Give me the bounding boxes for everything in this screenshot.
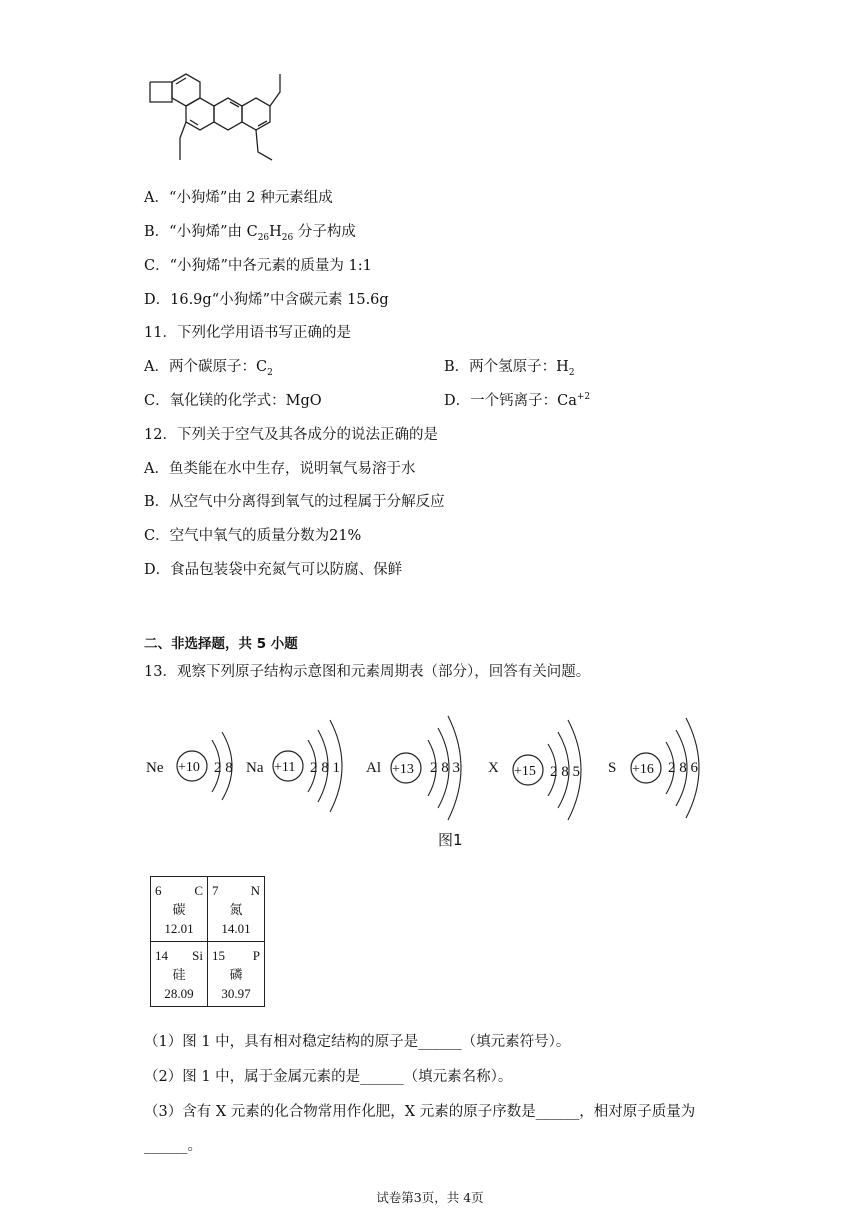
element-number: 14: [155, 948, 168, 963]
atom-nucleus-x: +15: [514, 764, 536, 779]
q10-option-d: D．16.9g“小狗烯”中含碳元素 15.6g: [144, 292, 389, 308]
q11-option-a-text: A．两个碳原子：C: [144, 359, 268, 375]
q12-option-b: B．从空气中分离得到氧气的过程属于分解反应: [144, 494, 445, 510]
atom-nucleus-na: +11: [274, 760, 296, 775]
q11-option-c: C．氧化镁的化学式：MgO: [144, 393, 322, 409]
atom-shells-ne: 2 8: [214, 760, 233, 776]
q12-option-a: A．鱼类能在水中生存，说明氧气易溶于水: [144, 461, 416, 477]
q11-option-d: [444, 389, 590, 410]
element-symbol: C: [194, 883, 203, 898]
q10-option-b-mid: H: [269, 224, 282, 240]
atom-symbol-al: Al: [366, 760, 381, 776]
element-cell-p: [208, 942, 265, 1007]
q10-option-b-sub1: 26: [257, 232, 270, 243]
element-mass: 14.01: [221, 921, 251, 936]
q11-option-b-text: B．两个氢原子：H: [444, 359, 569, 375]
atom-shells-x: 2 8 5: [550, 764, 580, 780]
element-number: 7: [212, 883, 219, 898]
q11-option-d-text: D．一个钙离子：Ca: [444, 393, 577, 409]
element-symbol: P: [252, 948, 260, 963]
q11-option-b-sub: 2: [568, 367, 575, 378]
q11-stem: 11．下列化学用语书写正确的是: [144, 325, 351, 341]
figure-caption: 图1: [438, 831, 463, 849]
q13-sub3-line1: （3）含有 X 元素的化合物常用作化肥，X 元素的原子序数是______，相对原子质量为: [144, 1104, 696, 1120]
q10-option-b-text: B．“小狗烯”由 C: [144, 224, 258, 240]
atom-shells-al: 2 8 3: [430, 760, 460, 776]
q12-option-d: D．食品包装袋中充氮气可以防腐、保鲜: [144, 562, 403, 578]
element-name: 碳: [172, 902, 186, 917]
q10-option-b-post: 分子构成: [293, 224, 356, 240]
element-name: 磷: [229, 967, 243, 982]
q10-option-a: A．“小狗烯”由 2 种元素组成: [144, 190, 333, 206]
element-name: 硅: [172, 967, 186, 982]
atom-symbol-x: X: [488, 760, 499, 776]
q11-option-a: [144, 355, 273, 378]
q13-stem: 13．观察下列原子结构示意图和元素周期表（部分），回答有关问题。: [144, 664, 591, 680]
atom-symbol-s: S: [608, 760, 617, 776]
element-cell-c: [151, 877, 208, 942]
element-number: 15: [212, 948, 225, 963]
q12-option-c: C．空气中氧气的质量分数为21%: [144, 528, 362, 544]
atom-symbol-na: Na: [246, 760, 264, 776]
atom-nucleus-ne: +10: [178, 760, 200, 775]
atom-nucleus-al: +13: [392, 762, 414, 777]
q13-sub3-line2: ______。: [144, 1138, 202, 1154]
element-mass: 12.01: [164, 921, 194, 936]
atom-symbol-ne: Ne: [146, 760, 164, 776]
element-number: 6: [155, 883, 162, 898]
periodic-table-fragment: [150, 876, 265, 1007]
element-cell-n: [208, 877, 265, 942]
element-symbol: N: [250, 883, 260, 898]
q10-option-b-sub2: 26: [281, 232, 294, 243]
element-mass: 28.09: [164, 986, 194, 1001]
element-mass: 30.97: [221, 986, 251, 1001]
q13-sub1: （1）图 1 中，具有相对稳定结构的原子是______（填元素符号）。: [144, 1034, 571, 1050]
atom-structure-figure: [140, 708, 730, 828]
q11-option-d-sup: +2: [576, 392, 591, 403]
element-symbol: Si: [192, 948, 203, 963]
atom-shells-na: 2 8 1: [310, 760, 340, 776]
element-name: 氮: [229, 902, 243, 917]
q11-option-a-sub: 2: [267, 367, 273, 378]
section-title: 二、非选择题，共 5 小题: [144, 636, 298, 652]
q13-sub2: （2）图 1 中，属于金属元素的是______（填元素名称）。: [144, 1069, 513, 1085]
element-cell-si: [151, 942, 208, 1007]
q12-stem: 12．下列关于空气及其各成分的说法正确的是: [144, 427, 438, 443]
atom-nucleus-s: +16: [632, 762, 654, 777]
molecule-structure-image: [140, 44, 300, 174]
page-footer: 试卷第3页，共 4页: [376, 1190, 484, 1205]
q10-option-c: C．“小狗烯”中各元素的质量为 1:1: [144, 258, 372, 274]
q10-option-b: [144, 220, 356, 243]
atom-shells-s: 2 8 6: [668, 760, 698, 776]
q11-option-b: [444, 355, 575, 378]
